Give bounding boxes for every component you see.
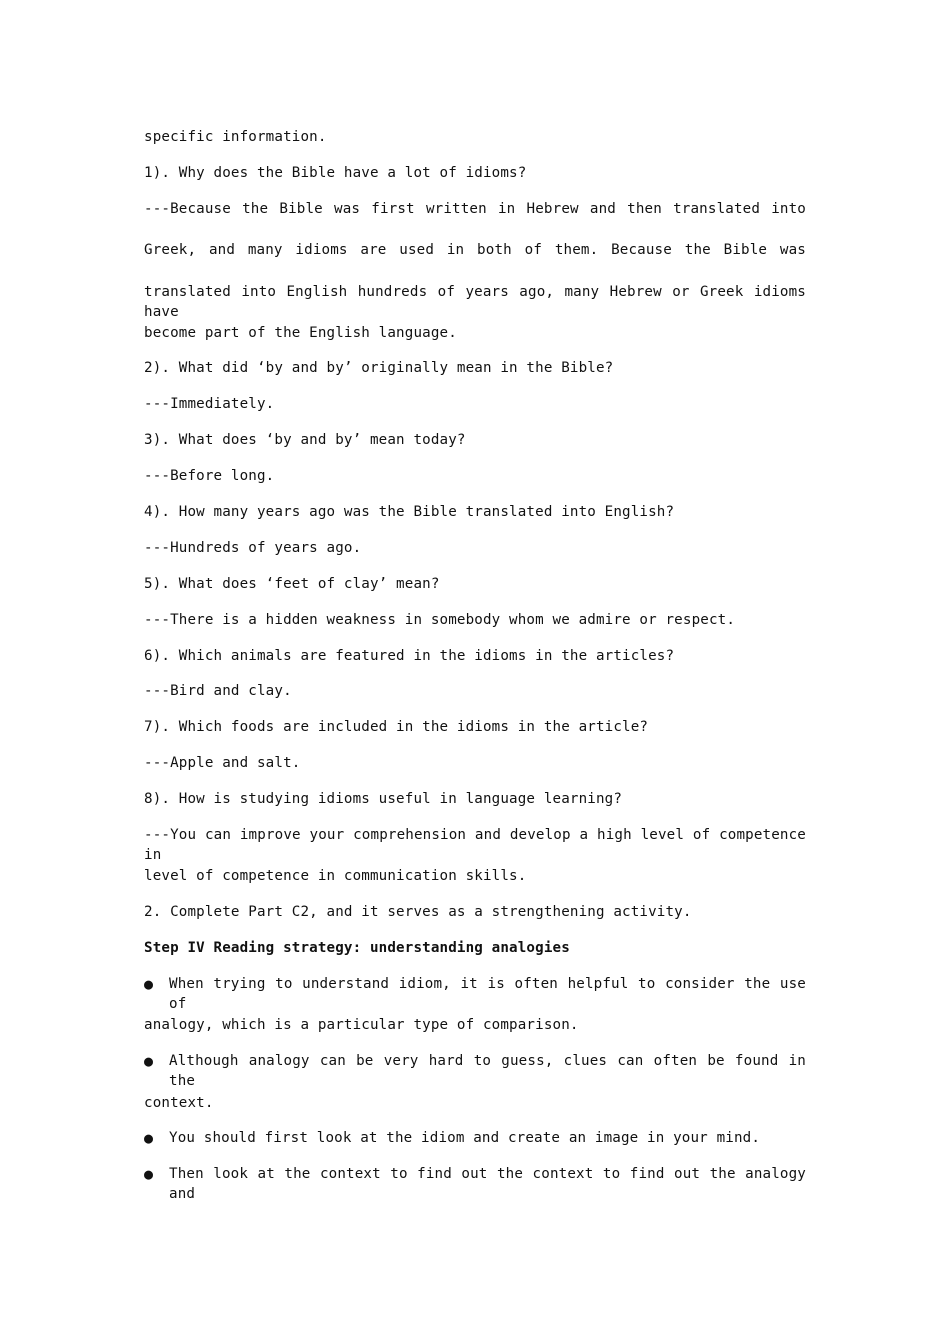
bullet-1-line-2: analogy, which is a particular type of comparison. <box>144 1017 579 1033</box>
answer-8-line-1: ---You can improve your comprehension and develop a high level of competence in <box>144 827 806 863</box>
answer-3: ---Before long. <box>144 468 275 484</box>
bullet-1-text: When trying to understand idiom, it is often helpful to consider the use of <box>169 976 806 1012</box>
answer-2: ---Immediately. <box>144 396 275 412</box>
question-1: 1). Why does the Bible have a lot of idioms? <box>144 165 527 181</box>
section-heading: Step IV Reading strategy: understanding analogies <box>144 940 570 956</box>
bullet-2-text: Although analogy can be very hard to guess, clues can often be found in the <box>169 1053 806 1089</box>
question-7: 7). Which foods are included in the idioms in the article? <box>144 719 649 735</box>
bullet-icon: ● <box>144 1129 154 1147</box>
bullet-icon: ● <box>144 1165 154 1183</box>
bullet-2-line-1 <box>144 1051 806 1091</box>
answer-1-line-2: Greek, and many idioms are used in both of them. Because the Bible was <box>144 242 806 258</box>
question-2: 2). What did ‘by and by’ originally mean in the Bible? <box>144 360 614 376</box>
document-page <box>144 0 806 1344</box>
bullet-4-text: Then look at the context to find out the context to find out the analogy and <box>169 1166 806 1202</box>
answer-4: ---Hundreds of years ago. <box>144 540 362 556</box>
question-5: 5). What does ‘feet of clay’ mean? <box>144 576 440 592</box>
answer-1-line-1: ---Because the Bible was first written in Hebrew and then translated into <box>144 201 806 217</box>
answer-5: ---There is a hidden weakness in somebody whom we admire or respect. <box>144 612 736 628</box>
bullet-1-line-1 <box>144 974 806 1014</box>
question-3: 3). What does ‘by and by’ mean today? <box>144 432 466 448</box>
question-4: 4). How many years ago was the Bible translated into English? <box>144 504 675 520</box>
question-8: 8). How is studying idioms useful in language learning? <box>144 791 623 807</box>
answer-8-line-2: level of competence in communication skills. <box>144 868 527 884</box>
bullet-3-line-1 <box>144 1128 806 1148</box>
bullet-icon: ● <box>144 1052 154 1070</box>
answer-6: ---Bird and clay. <box>144 683 292 699</box>
text-line: specific information. <box>144 129 327 145</box>
answer-1-line-3: translated into English hundreds of years ago, many Hebrew or Greek idioms have <box>144 284 806 320</box>
bullet-icon: ● <box>144 975 154 993</box>
bullet-2-line-2: context. <box>144 1095 214 1111</box>
answer-7: ---Apple and salt. <box>144 755 301 771</box>
task-2: 2. Complete Part C2, and it serves as a strengthening activity. <box>144 904 692 920</box>
question-6: 6). Which animals are featured in the idioms in the articles? <box>144 648 675 664</box>
bullet-4-line-1 <box>144 1164 806 1204</box>
answer-1-line-4: become part of the English language. <box>144 325 457 341</box>
bullet-3-text: You should first look at the idiom and create an image in your mind. <box>169 1130 761 1146</box>
